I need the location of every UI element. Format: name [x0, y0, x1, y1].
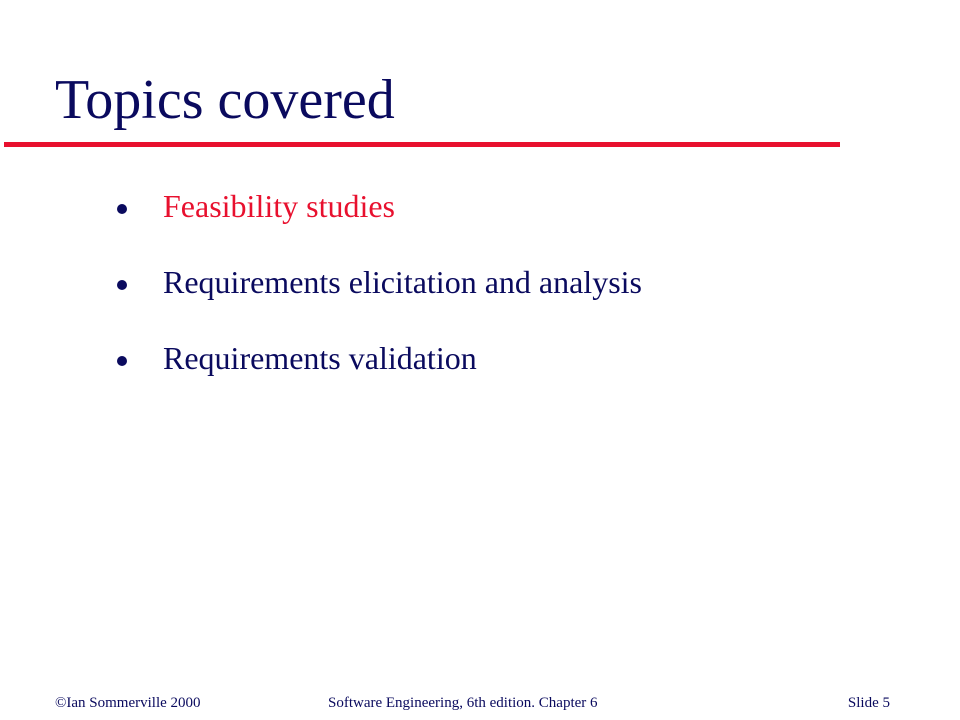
bullet-icon — [117, 356, 127, 366]
bullet-icon — [117, 204, 127, 214]
footer-copyright: ©Ian Sommerville 2000 — [55, 695, 201, 711]
bullet-text: Requirements validation — [163, 340, 477, 376]
bullet-text: Requirements elicitation and analysis — [163, 264, 642, 300]
bullet-text: Feasibility studies — [163, 188, 395, 224]
footer-book-title: Software Engineering, 6th edition. Chapter 6 — [328, 695, 598, 711]
bullet-icon — [117, 280, 127, 290]
bullet-item-validation — [117, 338, 817, 378]
bullet-item-elicitation — [117, 262, 817, 302]
footer-slide-number: Slide 5 — [847, 695, 890, 711]
slide-title: Topics covered — [55, 69, 395, 131]
title-underline — [4, 142, 840, 147]
bullet-item-feasibility — [117, 186, 817, 226]
